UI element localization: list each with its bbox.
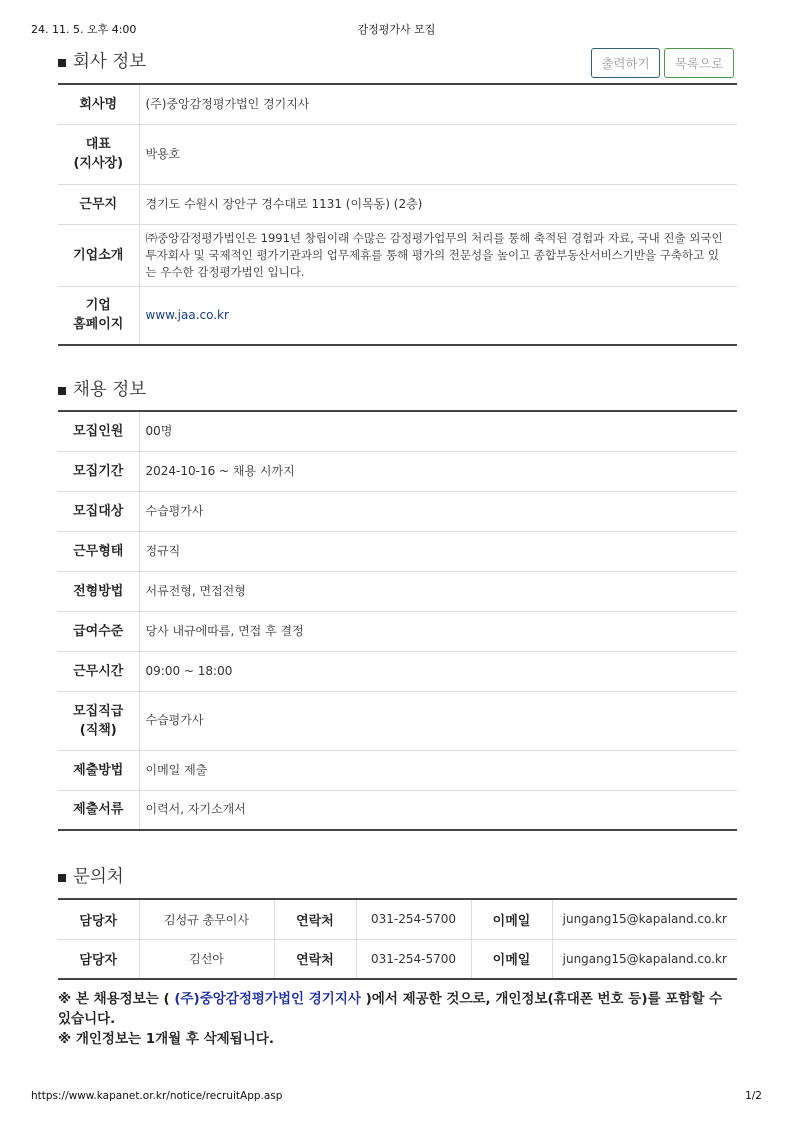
privacy-notice (58, 989, 737, 1049)
print-footer-url: https://www.kapanet.or.kr/notice/recruitApp.asp (31, 1090, 283, 1102)
row-label: 근무시간 (58, 651, 139, 691)
company-intro: ㈜중앙감정평가법인은 1991년 창립이래 수많은 감정평가업무의 처리를 통해 축적된 경험과 자료, 국내 진출 외국인 투자회사 및 국제적인 평가기관과의 업무제휴를 통해 평가의 전문성을 높이고 종합부동산서비스기반을 구축하고 있는 우수한 감정평가법인 입니다. (139, 224, 737, 286)
square-bullet-icon (58, 59, 66, 67)
email-label: 이메일 (471, 899, 552, 939)
table-row (58, 451, 737, 491)
table-row (58, 750, 737, 790)
table-row (58, 224, 737, 286)
manager-phone: 031-254-5700 (356, 939, 471, 979)
manager-name: 김선아 (139, 939, 274, 979)
row-label: 대표 (지사장) (58, 124, 139, 184)
table-row (58, 571, 737, 611)
row-value: 2024-10-16 ~ 채용 시까지 (139, 451, 737, 491)
row-label: 급여수준 (58, 611, 139, 651)
row-value: 이메일 제출 (139, 750, 737, 790)
row-label: 전형방법 (58, 571, 139, 611)
table-row (58, 611, 737, 651)
table-row (58, 531, 737, 571)
company-homepage-link[interactable]: www.jaa.co.kr (145, 307, 229, 322)
table-row (58, 899, 737, 939)
row-label: 제출방법 (58, 750, 139, 790)
table-row (58, 84, 737, 124)
row-value: 당사 내규에따름, 면접 후 결정 (139, 611, 737, 651)
row-label: 모집대상 (58, 491, 139, 531)
print-header-title: 감정평가사 모집 (357, 23, 436, 36)
manager-phone: 031-254-5700 (356, 899, 471, 939)
row-label: 회사명 (58, 84, 139, 124)
phone-label: 연락처 (274, 899, 356, 939)
section-title-company (58, 48, 146, 73)
square-bullet-icon (58, 874, 66, 882)
privacy-notice-line-1: ※ 본 채용정보는 ( (주)중앙감정평가법인 경기지사 )에서 제공한 것으로, 개인정보(휴대폰 번호 등)를 포함할 수 있습니다. (58, 991, 723, 1027)
notice-company-name: (주)중앙감정평가법인 경기지사 (174, 991, 361, 1007)
square-bullet-icon (58, 387, 66, 395)
print-date: 24. 11. 5. 오후 4:00 (31, 23, 137, 36)
manager-label: 담당자 (79, 913, 118, 929)
section-title-recruit (58, 376, 146, 401)
company-homepage-cell (139, 286, 737, 345)
email-label: 이메일 (471, 939, 552, 979)
table-row (58, 790, 737, 830)
section-title-contact-text: 문의처 (73, 867, 124, 887)
company-ceo: 박용호 (139, 124, 737, 184)
row-label: 근무형태 (58, 531, 139, 571)
section-title-recruit-text: 채용 정보 (73, 380, 147, 400)
recruit-info-table (58, 410, 737, 831)
row-label: 모집인원 (58, 411, 139, 451)
company-name: (주)중앙감정평가법인 경기지사 (145, 96, 310, 111)
row-label: 기업소개 (58, 224, 139, 286)
contact-table (58, 898, 737, 980)
company-info-table (58, 83, 737, 346)
row-value: 00명 (145, 423, 173, 438)
privacy-notice-line-2: ※ 개인정보는 1개월 후 삭제됩니다. (58, 1031, 274, 1047)
row-value: 서류전형, 면접전형 (139, 571, 737, 611)
section-title-company-text: 회사 정보 (73, 52, 147, 72)
row-label: 근무지 (58, 184, 139, 224)
table-row (58, 184, 737, 224)
print-button[interactable]: 출력하기 (591, 48, 660, 78)
row-value: 09:00 ~ 18:00 (139, 651, 737, 691)
company-location: 경기도 수원시 장안구 경수대로 1131 (이목동) (2층) (139, 184, 737, 224)
manager-email: jungang15@kapaland.co.kr (552, 899, 737, 939)
table-row (58, 651, 737, 691)
table-row (58, 939, 737, 979)
phone-label: 연락처 (274, 939, 356, 979)
manager-label: 담당자 (58, 939, 139, 979)
table-row (58, 491, 737, 531)
manager-name: 김성규 총무이사 (139, 899, 274, 939)
row-label: 기업 홈페이지 (58, 286, 139, 345)
manager-email: jungang15@kapaland.co.kr (552, 939, 737, 979)
back-to-list-button[interactable]: 목록으로 (664, 48, 734, 78)
table-row (58, 691, 737, 750)
section-title-contact (58, 863, 124, 888)
print-page-number: 1/2 (745, 1090, 762, 1102)
row-label: 모집기간 (58, 451, 139, 491)
row-value: 이력서, 자기소개서 (139, 790, 737, 830)
row-value: 정규직 (139, 531, 737, 571)
row-label: 제출서류 (58, 790, 139, 830)
table-row (58, 124, 737, 184)
row-value: 수습평가사 (139, 691, 737, 750)
table-row (58, 286, 737, 345)
table-row (58, 411, 737, 451)
row-value: 수습평가사 (139, 491, 737, 531)
row-label: 모집직급 (직책) (58, 691, 139, 750)
